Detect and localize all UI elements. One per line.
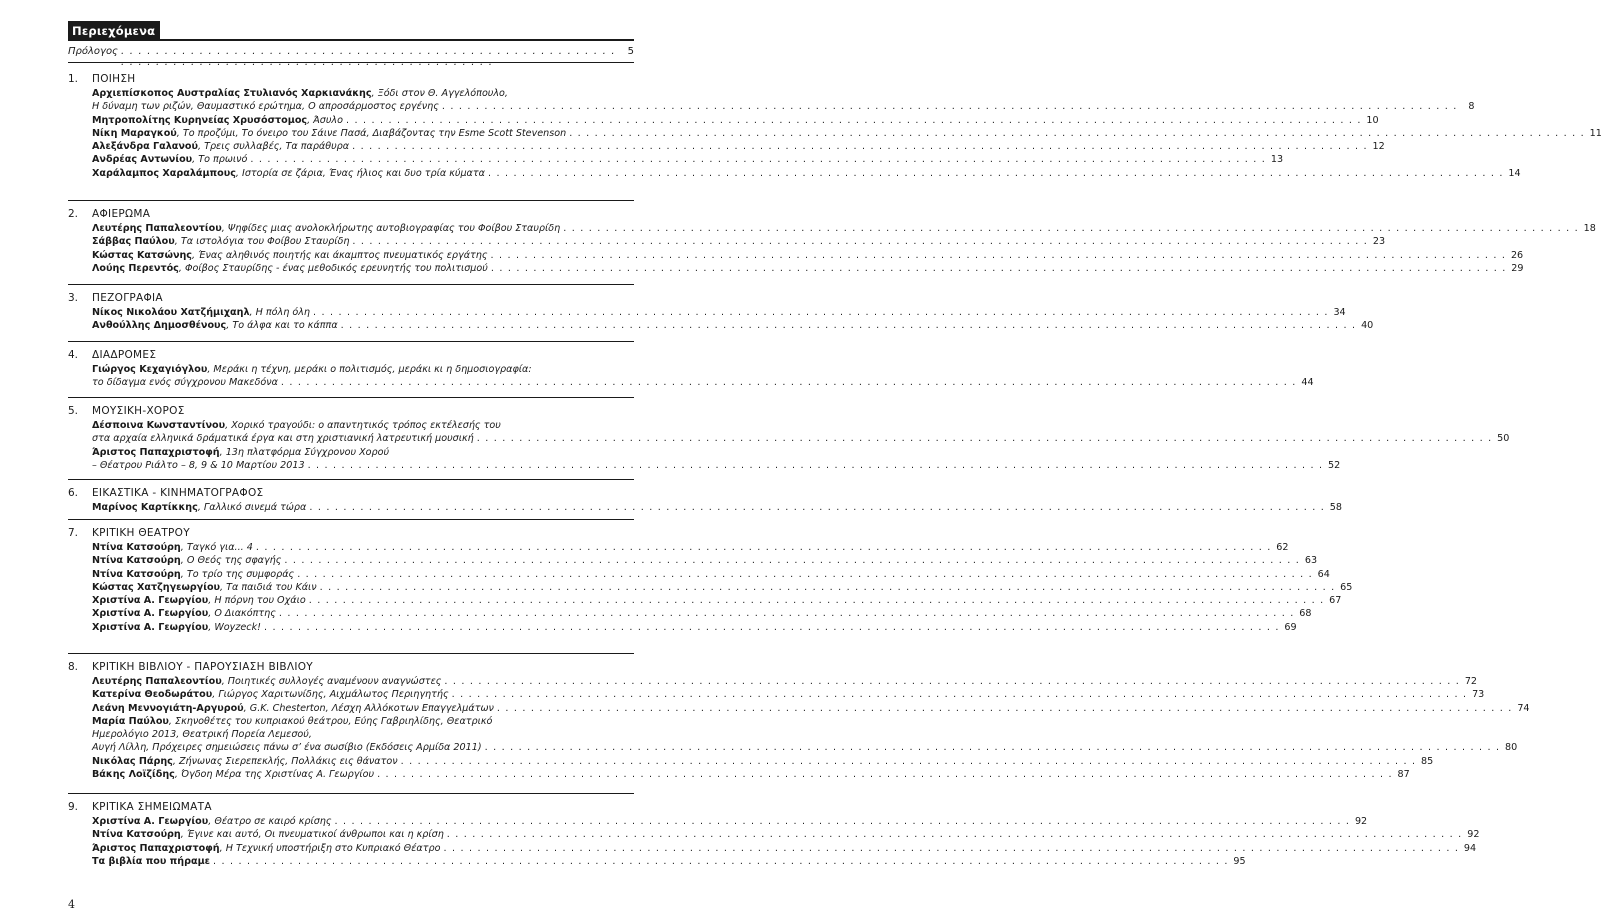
entry-title: , Φοίβος Σταυρίδης - ένας μεθοδικός ερευνητής του πολιτισμού bbox=[178, 262, 488, 274]
leader-dots: . . . . . . . . . . . . . . . . . . . . . . . . . . . . . . . . . . . . . . . . . . . . . . . . . . . . . . . . . . . . . . . . . . . . . . . . . . . . . . . . . . . . . . . . . . . . . . . . . . . . . . . . . . . . . . . . . . . . . . . . bbox=[490, 249, 1507, 261]
leader-dots: . . . . . . . . . . . . . . . . . . . . . . . . . . . . . . . . . . . . . . . . . . . . . . . . . . . . . . . . . . . . . . . . . . . . . . . . . . . . . . . . . . . . . . . . . . . . . . . . . . . . . . . . . . . . . . . . . . . . . . . . bbox=[352, 141, 1368, 153]
leader-dots: . . . . . . . . . . . . . . . . . . . . . . . . . . . . . . . . . . . . . . . . . . . . . . . . . . . . . . . . . . . . . . . . . . . . . . . . . . . . . . . . . . . . . . . . . . . . . . . . . . . . . . . . . . . . . . . . . . . . . . . . bbox=[569, 127, 1585, 139]
entry-page-number: 92 bbox=[1354, 816, 1368, 827]
divider bbox=[68, 397, 634, 398]
section-title: ΑΦΙΕΡΩΜΑ bbox=[92, 208, 151, 220]
entry-author: Χριστίνα Α. Γεωργίου bbox=[92, 621, 209, 633]
section-heading[interactable] bbox=[68, 72, 634, 87]
section-heading[interactable] bbox=[68, 291, 634, 306]
entry-author: Βάκης Λοϊζίδης bbox=[92, 769, 175, 781]
toc-section bbox=[68, 72, 1602, 180]
leader-dots: . . . . . . . . . . . . . . . . . . . . . . . . . . . . . . . . . . . . . . . . . . . . . . . . . . . . . . . . . . . . . . . . . . . . . . . . . . . . . . . . . . . . . . . . . . . . . . . . . . . . . . . . . . . . . . . . . . . . . . . . bbox=[451, 689, 1468, 701]
entry-title: , Έγινε και αυτό, Οι πνευματικοί άνθρωποι και η κρίση bbox=[180, 829, 444, 841]
section-number: 3. bbox=[68, 292, 79, 304]
entry-title: , Η πόλη όλη bbox=[249, 307, 310, 318]
entry-line bbox=[92, 688, 1485, 701]
entry-title: , Ψηφίδες μιας ανολοκλήρωτης αυτοβιογραφίας του Φοίβου Σταυρίδη bbox=[221, 223, 561, 234]
entry-line bbox=[92, 675, 1478, 688]
entry-title: , Ποιητικές συλλογές αναμένουν αναγνώστες bbox=[221, 676, 442, 687]
toc-header bbox=[68, 21, 634, 41]
entry-author: Ανδρέας Αντωνίου bbox=[92, 154, 193, 166]
entry-title: – Θέατρου Ριάλτο – 8, 9 & 10 Μαρτίου 2013 bbox=[92, 459, 305, 471]
toc-section bbox=[68, 404, 1510, 472]
entry-page-number: 72 bbox=[1464, 676, 1478, 687]
entry-page-number: 85 bbox=[1421, 755, 1434, 767]
entry-line bbox=[92, 828, 1480, 841]
toc-section bbox=[68, 526, 1353, 634]
entry-author: Ντίνα Κατσούρη bbox=[92, 555, 181, 567]
entry-title: , Χορικό τραγούδι: ο απαντητικός τρόπος εκτέλεσής του bbox=[225, 420, 501, 431]
entry-page-number: 52 bbox=[1328, 459, 1341, 471]
entry-line bbox=[92, 446, 634, 459]
entry-author: Νίκη Μαραγκού bbox=[92, 127, 177, 139]
entry-line bbox=[92, 363, 634, 376]
leader-dots: . . . . . . . . . . . . . . . . . . . . . . . . . . . . . . . . . . . . . . . . . . . . . . . . . . . . . . . . . . . . . . . . . . . . . . . . . . . . . . . . . . . . . . . . . . . . . . . . . . . . . . . . . . . . . . . . . . . . . . . . bbox=[307, 459, 1324, 471]
section-number: 8. bbox=[68, 661, 79, 673]
entry-page-number: 63 bbox=[1304, 555, 1318, 567]
entry-line bbox=[92, 855, 1246, 868]
entry-page-number: 11 bbox=[1589, 127, 1602, 139]
entry-author: Ντίνα Κατσούρη bbox=[92, 568, 181, 580]
entry-title: , Ζήνωνας Σιερεπεκλής, Πολλάκις εις θάνατον bbox=[172, 755, 398, 767]
leader-dots: . . . . . . . . . . . . . . . . . . . . . . . . . . . . . . . . . . . . . . . . . . . . . . . . . . . . . . . . . . . . . . . . . . . . . . . . . . . . . . . . . . . . . . . . . . . . . . . . . . . . . . . . . . . . . . . . . . . . . . . . bbox=[313, 307, 1329, 318]
divider bbox=[68, 793, 634, 794]
entry-author: Χαράλαμπος Χαραλάμπους bbox=[92, 167, 236, 179]
entry-page-number: 92 bbox=[1467, 829, 1480, 841]
entry-title: , Γιώργος Χαριτωνίδης, Αιχμάλωτος Περιηγητής bbox=[212, 689, 449, 701]
divider bbox=[68, 479, 634, 480]
section-heading[interactable] bbox=[68, 348, 634, 363]
entry-page-number: 13 bbox=[1270, 154, 1284, 166]
entry-line bbox=[92, 432, 1510, 445]
section-title: ΠΟΙΗΣΗ bbox=[92, 73, 136, 85]
toc-entry[interactable] bbox=[92, 541, 1289, 554]
section-title: ΚΡΙΤΙΚΑ ΣΗΜΕΙΩΜΑΤΑ bbox=[92, 801, 212, 813]
entry-author: Κατερίνα Θεοδωράτου bbox=[92, 689, 213, 701]
entry-page-number: 74 bbox=[1517, 702, 1530, 714]
entry-title: , Το τρίο της συμφοράς bbox=[180, 568, 295, 580]
entry-page-number: 64 bbox=[1317, 568, 1330, 580]
entry-title: , Η πόρνη του Οχάιο bbox=[208, 595, 306, 607]
section-heading[interactable] bbox=[68, 404, 634, 419]
toc-entry[interactable] bbox=[92, 594, 1342, 607]
entry-line bbox=[92, 568, 1330, 581]
entry-line bbox=[92, 621, 1297, 634]
section-number: 9. bbox=[68, 801, 79, 813]
entry-page-number: 26 bbox=[1510, 249, 1524, 261]
section-number: 4. bbox=[68, 349, 79, 361]
prologue-title: Πρόλογος bbox=[68, 46, 118, 57]
leader-dots: . . . . . . . . . . . . . . . . . . . . . . . . . . . . . . . . . . . . . . . . . . . . . . . . . . . . . . . . . . . . . . . . . . . . . . . . . . . . . . . . . . . . . . . . . . . . . . . . . . . . . . . . . . . . . . . . . . . . . . . . bbox=[284, 555, 1301, 567]
entry-title: , Η Τεχνική υποστήριξη στο Κυπριακό Θέατρο bbox=[219, 842, 441, 854]
section-number: 2. bbox=[68, 208, 79, 220]
entry-line bbox=[92, 842, 1477, 855]
entry-line bbox=[92, 594, 1342, 607]
entry-line bbox=[92, 554, 1318, 567]
entry-title: , Το προζύμι, Το όνειρο του Σάινε Πασά, Διαβάζοντας την Esme Scott Stevenson bbox=[176, 127, 567, 139]
entry-line bbox=[92, 541, 1289, 554]
toc-entry[interactable] bbox=[92, 815, 1368, 828]
leader-dots: . . . . . . . . . . . . . . . . . . . . . . . . . . . . . . . . . . . . . . . . . . . . . . . . . . . . . . . . . . . . . . . . . . . . . . . . . . . . . . . . . . . . . . . . . . . . . . . . . . . . . . . . . . . . . . . . . . . . . . . . bbox=[496, 702, 1513, 714]
toc-entry[interactable] bbox=[92, 768, 1410, 781]
leader-dots: . . . . . . . . . . . . . . . . . . . . . . . . . . . . . . . . . . . . . . . . . . . . . . . . . . . . . . . . . . . . . . . . . . . . . . . . . . . . . . . . . . . . . . . . . . . . . . . . . . . . . . . . . . . . . . . . . . . . . . . . bbox=[563, 223, 1579, 234]
divider bbox=[68, 62, 634, 63]
leader-dots: . . . . . . . . . . . . . . . . . . . . . . . . . . . . . . . . . . . . . . . . . . . . . . . . . . . . . . . . . . . . . . . . . . . . . . . . . . . . . . . . . . . . . . . . . . . . . . . . . . . . . . . . . . . . . . . . . . . . . . . . bbox=[297, 568, 1313, 580]
entry-page-number: 67 bbox=[1329, 595, 1342, 607]
entry-line bbox=[92, 607, 1312, 620]
section-title: ΠΕΖΟΓΡΑΦΙΑ bbox=[92, 292, 163, 304]
entry-line bbox=[92, 153, 1284, 166]
toc-entry[interactable] bbox=[92, 501, 1342, 514]
entry-author: Νίκος Νικολάου Χατζήμιχαηλ bbox=[92, 307, 250, 318]
toc-entry[interactable] bbox=[92, 262, 1524, 275]
entry-author: Λούης Περεντός bbox=[92, 262, 179, 274]
entry-line bbox=[92, 249, 1524, 262]
toc-entry[interactable] bbox=[92, 688, 1485, 701]
leader-dots: . . . . . . . . . . . . . . . . . . . . . . . . . . . . . . . . . . . . . . . . . . . . . . . . . . . . . . . . . . . . . . . . . . . . . . . . . . . . . . . . . . . . . . . . . . . . . . . . . . . . . . . . . . . . . . . . . . . . . . . . bbox=[255, 542, 1272, 553]
entry-line bbox=[92, 114, 1379, 127]
leader-dots: . . . . . . . . . . . . . . . . . . . . . . . . . . . . . . . . . . . . . . . . . . . . . . . . . . . . . . . . . . . . . . . . . . . . . . . . . . . . . . . . . . . . . . . . . . . . . . . . . . . . . . . . . . . . . . . . . . . . . . . . bbox=[334, 816, 1351, 827]
toc-entry[interactable] bbox=[92, 419, 1510, 446]
entry-title: , Γαλλικό σινεμά τώρα bbox=[197, 502, 307, 513]
section-title: ΚΡΙΤΙΚΗ ΘΕΑΤΡΟΥ bbox=[92, 527, 190, 539]
entry-line bbox=[92, 728, 634, 741]
entry-author: Λευτέρης Παπαλεοντίου bbox=[92, 223, 222, 234]
entry-title: , Ο Θεός της σφαγής bbox=[180, 555, 282, 567]
toc-entry[interactable] bbox=[92, 167, 1521, 180]
divider bbox=[68, 341, 634, 342]
entry-line bbox=[92, 702, 1530, 715]
toc-entry[interactable] bbox=[92, 702, 1530, 715]
section-heading[interactable] bbox=[68, 660, 634, 675]
toc-section bbox=[68, 207, 1596, 275]
toc-entry[interactable] bbox=[92, 715, 1518, 755]
toc-section bbox=[68, 486, 1342, 514]
entry-title: , Τα παιδιά του Κάιν bbox=[220, 581, 317, 593]
toc-entry[interactable] bbox=[92, 621, 1297, 634]
entry-author: Γιώργος Κεχαγιόγλου bbox=[92, 364, 208, 375]
toc-entry[interactable] bbox=[92, 319, 1374, 332]
entry-author: Λεάνη Μεννογιάτη-Αργυρού bbox=[92, 702, 244, 714]
toc-entry[interactable] bbox=[92, 140, 1385, 153]
leader-dots: . . . . . . . . . . . . . . . . . . . . . . . . . . . . . . . . . . . . . . . . . . . . . . . . . . . . . . . . . . . . . . . . . . . . . . . . . . . . . . . . . . . . . . . . . . . . . . . . . . . . . . . . . . . . . . . . . . . . . . . . bbox=[308, 595, 1325, 607]
entry-author: Αλεξάνδρα Γαλανού bbox=[92, 141, 198, 153]
section-number: 6. bbox=[68, 487, 79, 499]
section-title: ΜΟΥΣΙΚΗ-ΧΟΡΟΣ bbox=[92, 405, 185, 417]
toc-entry[interactable] bbox=[92, 828, 1480, 841]
entry-page-number: 14 bbox=[1508, 167, 1521, 179]
page-number: 4 bbox=[68, 898, 75, 911]
toc-entry[interactable] bbox=[92, 153, 1284, 166]
prologue-entry[interactable] bbox=[68, 46, 634, 60]
entry-title: το δίδαγμα ενός σύγχρονου Μακεδόνα bbox=[92, 377, 278, 389]
section-heading[interactable] bbox=[68, 800, 634, 815]
leader-dots: . . . . . . . . . . . . . . . . . . . . . . . . . . . . . . . . . . . . . . . . . . . . . . . . . . . . . . . . . . . . . . . . . . . . . . . . . . . . . . . . . . . . . . . . . . . . . . . . . . . . . . . . . . . . . . . . . . . . . . . . bbox=[444, 676, 1461, 687]
toc-entry[interactable] bbox=[92, 363, 1314, 390]
entry-title: , Ιστορία σε ζάρια, Ένας ήλιος και δυο τρία κύματα bbox=[235, 167, 485, 179]
entry-page-number: 23 bbox=[1372, 236, 1386, 248]
entry-title: , Το πρωινό bbox=[192, 154, 248, 166]
divider bbox=[68, 519, 634, 520]
toc-entry[interactable] bbox=[92, 842, 1477, 855]
entry-page-number: 94 bbox=[1463, 842, 1477, 854]
entry-page-number: 29 bbox=[1511, 262, 1524, 274]
leader-dots: . . . . . . . . . . . . . . . . . . . . . . . . . . . . . . . . . . . . . . . . . . . . . . . . . . . . . . . . . . . . . . . . . . . . . . . . . . . . . . . . . . . . . . . . . . . . . . . . . . . . . . . . . . . . . . . . . . . . . . . . bbox=[484, 742, 1501, 754]
leader-dots: . . . . . . . . . . . . . . . . . . . . . . . . . . . . . . . . . . . . . . . . . . . . . . . . . . . . . . . . . . . . . . . . . . . . . . . . . . . . . . . . . . . . . . . . . . . . . . . . . . . . . . . . . . . . . . . . . . . . . . . . bbox=[400, 755, 1417, 767]
toc-entry[interactable] bbox=[92, 306, 1346, 319]
entry-line bbox=[92, 140, 1385, 153]
entry-title: , Το άλφα και το κάππα bbox=[226, 320, 338, 332]
entry-author: Τα βιβλία που πήραμε bbox=[92, 855, 210, 867]
entry-title: , Τρεις συλλαβές, Τα παράθυρα bbox=[198, 141, 350, 153]
entry-title: , Όγδοη Μέρα της Χριστίνας Α. Γεωργίου bbox=[174, 769, 375, 781]
section-number: 1. bbox=[68, 73, 79, 85]
entry-author: Χριστίνα Α. Γεωργίου bbox=[92, 816, 209, 827]
entry-author: Σάββας Παύλου bbox=[92, 236, 175, 248]
section-title: ΚΡΙΤΙΚΗ ΒΙΒΛΙΟΥ - ΠΑΡΟΥΣΙΑΣΗ ΒΙΒΛΙΟΥ bbox=[92, 661, 313, 673]
entry-page-number: 65 bbox=[1340, 581, 1353, 593]
leader-dots: . . . . . . . . . . . . . . . . . . . . . . . . . . . . . . . . . . . . . . . . . . . . . . . . . . . . . . . . . . . . . . . . . . . . . . . . . . . . . . . . . . . . . . . . . . . . . . . . . . . . . . . . . . . . . . . . . . . . . . . . bbox=[490, 262, 1507, 274]
leader-dots: . . . . . . . . . . . . . . . . . . . . . . . . . . . . . . . . . . . . . . . . . . . . . . . . . . . . . . . . . . . . . . . . . . . . . . . . . . . . . . . . . . . . . . . . . . . . . . . . . . . . . . . . . . . . . . . . . . . . . . . . bbox=[280, 377, 1297, 389]
entry-line bbox=[92, 87, 634, 100]
divider bbox=[68, 653, 634, 654]
entry-page-number: 34 bbox=[1333, 307, 1346, 318]
toc-entry[interactable] bbox=[92, 568, 1330, 581]
leader-dots: . . . . . . . . . . . . . . . . . . . . . . . . . . . . . . . . . . . . . . . . . . . . . . . . . . . . . . . . . bbox=[120, 46, 616, 57]
entry-line bbox=[92, 459, 1341, 472]
prologue-page: 5 bbox=[627, 46, 634, 57]
leader-dots: . . . . . . . . . . . . . . . . . . . . . . . . . . . . . . . . . . . . . . . . . . . . . . . . . . . . . . . . . . . . . . . . . . . . . . . . . . . . . . . . . . . . . . . . . . . . . . . . . . . . . . . . . . . . . . . . . . . . . . . . bbox=[319, 581, 1336, 593]
entry-author: Χριστίνα Α. Γεωργίου bbox=[92, 595, 209, 607]
section-title: ΔΙΑΔΡΟΜΕΣ bbox=[92, 349, 157, 361]
entry-page-number: 44 bbox=[1301, 377, 1314, 389]
toc-entry[interactable] bbox=[92, 446, 1341, 473]
leader-dots: . . . . . . . . . . . . . . . . . . . . . . . . . . . . . . . . . . . . . . . . . . . . . . . . . . . . . . . . . . . . . . . . . . . . . . . . . . . . . . . . . . . . . . . . . . . . . . . . . . . . . . . . . . . . . . . . . . . . . . . . bbox=[345, 114, 1362, 126]
entry-page-number: 69 bbox=[1284, 621, 1297, 633]
entry-page-number: 8 bbox=[1468, 101, 1475, 113]
entry-author: Ντίνα Κατσούρη bbox=[92, 542, 181, 553]
entry-author: Μαρία Παύλου bbox=[92, 715, 169, 727]
toc-entry[interactable] bbox=[92, 87, 1475, 114]
leader-dots: . . . . . . . . . . . . . . . . . . . . . . . . . . . . . . . . . . . . . . . . . . . . . . . . . . . . . . . . . . . . . . . . . . . . . . . . . . . . . . . . . . . . . . . . . . . . . . . . . . . . . . . . . . . . . . . . . . . . . . . . bbox=[476, 433, 1493, 445]
toc-section bbox=[68, 660, 1530, 781]
entry-page-number: 80 bbox=[1505, 742, 1518, 754]
entry-title: , Ταγκό για... 4 bbox=[180, 542, 253, 553]
entry-title: , G.K. Chesterton, Λέσχη Αλλόκοτων Επαγγελμάτων bbox=[243, 702, 494, 714]
toc-section bbox=[68, 291, 1374, 333]
leader-dots: . . . . . . . . . . . . . . . . . . . . . . . . . . . . . . . . . . . . . . . . . . . . . . . . . . . . . . . . . . . . . . . . . . . . . . . . . . . . . . . . . . . . . . . . . . . . . . . . . . . . . . . . . . . . . . . . . . . . . . . . bbox=[250, 154, 1267, 166]
divider bbox=[68, 200, 634, 201]
entry-line bbox=[92, 755, 1434, 768]
divider bbox=[68, 284, 634, 285]
entry-page-number: 87 bbox=[1397, 769, 1410, 781]
section-heading[interactable] bbox=[68, 526, 634, 541]
entry-title: στα αρχαία ελληνικά δράματικά έργα και στη χριστιανική λατρευτική μουσική bbox=[92, 433, 474, 445]
entry-line bbox=[92, 319, 1374, 332]
entry-author: Αρχιεπίσκοπος Αυστραλίας Στυλιανός Χαρκιανάκης bbox=[92, 88, 372, 99]
entry-author: Ανθούλλης Δημοσθένους bbox=[92, 320, 227, 332]
toc-entry[interactable] bbox=[92, 675, 1478, 688]
entry-line bbox=[92, 768, 1410, 781]
entry-author: Χριστίνα Α. Γεωργίου bbox=[92, 608, 209, 620]
entry-title: , Θέατρο σε καιρό κρίσης bbox=[208, 816, 332, 827]
entry-page-number: 73 bbox=[1472, 689, 1485, 701]
entry-author: Άριστος Παπαχριστοφή bbox=[92, 446, 220, 458]
entry-page-number: 40 bbox=[1361, 320, 1374, 332]
entry-author: Μαρίνος Καρτίκκης bbox=[92, 502, 198, 513]
entry-author: Ντίνα Κατσούρη bbox=[92, 829, 181, 841]
toc-entry[interactable] bbox=[92, 235, 1386, 248]
entry-line bbox=[92, 419, 634, 432]
entry-line bbox=[92, 167, 1521, 180]
toc-header-label: Περιεχόμενα bbox=[68, 21, 160, 41]
section-heading[interactable] bbox=[68, 207, 634, 222]
entry-page-number: 12 bbox=[1372, 141, 1385, 153]
entry-author: Νικόλας Πάρης bbox=[92, 755, 173, 767]
entry-title: Ημερολόγιο 2013, Θεατρική Πορεία Λεμεσού, bbox=[92, 729, 312, 741]
entry-line bbox=[92, 306, 1346, 319]
section-number: 5. bbox=[68, 405, 79, 417]
entry-line bbox=[92, 222, 1596, 235]
entry-author: Κώστας Χατζηγεωργίου bbox=[92, 581, 221, 593]
entry-page-number: 50 bbox=[1497, 433, 1510, 445]
entry-title: , Ο Διακόπτης bbox=[208, 608, 276, 620]
leader-dots: . . . . . . . . . . . . . . . . . . . . . . . . . . . . . . . . . . . . . . . . . . . . . . . . . . . . . . . . . . . . . . . . . . . . . . . . . . . . . . . . . . . . . . . . . . . . . . . . . . . . . . . . . . . . . . . . . . . . . . . . bbox=[443, 842, 1460, 854]
toc-entry[interactable] bbox=[92, 249, 1524, 262]
entry-page-number: 10 bbox=[1366, 114, 1379, 126]
entry-title: , Άσυλο bbox=[307, 114, 343, 126]
entry-title: Η δύναμη των ριζών, Θαυμαστικό ερώτημα, Ο απροσάρμοστος εργένης bbox=[92, 101, 439, 113]
entry-author: Κώστας Κατσώνης bbox=[92, 249, 192, 261]
entry-title: , Τα ιστολόγια του Φοίβου Σταυρίδη bbox=[174, 236, 350, 248]
entry-line bbox=[92, 262, 1524, 275]
entry-author: Μητροπολίτης Κυρηνείας Χρυσόστομος bbox=[92, 114, 308, 126]
entry-page-number: 58 bbox=[1329, 502, 1342, 513]
entry-page-number: 68 bbox=[1299, 608, 1312, 620]
entry-title: , Woyzeck! bbox=[208, 621, 261, 633]
section-number: 7. bbox=[68, 527, 79, 539]
toc-section bbox=[68, 800, 1480, 868]
entry-title: , 13η πλατφόρμα Σύγχρονου Χορού bbox=[219, 446, 390, 458]
entry-line bbox=[92, 581, 1353, 594]
toc-entry[interactable] bbox=[92, 222, 1596, 235]
entry-title: Αυγή Λίλλη, Πρόχειρες σημειώσεις πάνω σ’ ένα σωσίβιο (Εκδόσεις Αρμίδα 2011) bbox=[92, 742, 482, 754]
entry-author: Δέσποινα Κωνσταντίνου bbox=[92, 420, 226, 431]
toc-section bbox=[68, 348, 1314, 390]
entry-title: , Ένας αληθινός ποιητής και άκαμπτος πνευματικός εργάτης bbox=[192, 249, 488, 261]
entry-title: , Ξόδι στον Θ. Αγγελόπουλο, bbox=[371, 88, 508, 99]
entry-line bbox=[92, 235, 1386, 248]
entry-line bbox=[92, 715, 634, 728]
entry-line bbox=[92, 376, 1314, 389]
toc-entry[interactable] bbox=[92, 114, 1379, 127]
leader-dots: . . . . . . . . . . . . . . . . . . . . . . . . . . . . . . . . . . . . . . . . . . . . . . . . . . . . . . . . . . . . . . . . . . . . . . . . . . . . . . . . . . . . . . . . . . . . . . . . . . . . . . . . . . . . . . . . . . . . . . . . bbox=[309, 502, 1325, 513]
leader-dots: . . . . . . . . . . . . . . . . . . . . . . . . . . . . . . . . . . . . . . . . . . . . . . . . . . . . . . . . . . . . . . . . . . . . . . . . . . . . . . . . . . . . . . . . . . . . . . . . . . . . . . . . . . . . . . . . . . . . . . . . bbox=[278, 608, 1295, 620]
leader-dots: . . . . . . . . . . . . . . . . . . . . . . . . . . . . . . . . . . . . . . . . . . . . . . . . . . . . . . . . . . . . . . . . . . . . . . . . . . . . . . . . . . . . . . . . . . . . . . . . . . . . . . . . . . . . . . . . . . . . . . . . bbox=[377, 769, 1393, 781]
section-heading[interactable] bbox=[68, 486, 634, 501]
entry-page-number: 62 bbox=[1276, 542, 1289, 553]
toc-entry[interactable] bbox=[92, 855, 1246, 868]
toc-entry[interactable] bbox=[92, 127, 1602, 140]
section-title: ΕΙΚΑΣΤΙΚΑ - ΚΙΝΗΜΑΤΟΓΡΑΦΟΣ bbox=[92, 487, 264, 499]
entry-line bbox=[92, 741, 1518, 754]
entry-author: Λευτέρης Παπαλεοντίου bbox=[92, 676, 222, 687]
leader-dots: . . . . . . . . . . . . . . . . . . . . . . . . . . . . . . . . . . . . . . . . . . . . . . . . . . . . . . . . . . . . . . . . . . . . . . . . . . . . . . . . . . . . . . . . . . . . . . . . . . . . . . . . . . . . . . . . . . . . . . . . bbox=[263, 621, 1280, 633]
entry-line bbox=[92, 100, 1475, 113]
leader-dots: . . . . . . . . . . . . . . . . . . . . . . . . . . . . . . . . . . . . . . . . . . . . . . . . . . . . . . . . . . . . . . . . . . . . . . . . . . . . . . . . . . . . . . . . . . . . . . . . . . . . . . . . . . . . . . . . . . . . . . . . bbox=[352, 236, 1369, 248]
entry-line bbox=[92, 815, 1368, 828]
leader-dots: . . . . . . . . . . . . . . . . . . . . . . . . . . . . . . . . . . . . . . . . . . . . . . . . . . . . . . . . . . . . . . . . . . . . . . . . . . . . . . . . . . . . . . . . . . . . . . . . . . . . . . . . . . . . . . . . . . . . . . . . bbox=[487, 167, 1504, 179]
toc-entry[interactable] bbox=[92, 607, 1312, 620]
entry-page-number: 95 bbox=[1233, 855, 1246, 867]
entry-title: , Σκηνοθέτες του κυπριακού θεάτρου, Εύης Γαβριηλίδης, Θεατρικό bbox=[168, 715, 493, 727]
toc-entry[interactable] bbox=[92, 755, 1434, 768]
entry-line bbox=[92, 127, 1602, 140]
toc-entry[interactable] bbox=[92, 554, 1318, 567]
entry-page-number: 18 bbox=[1583, 223, 1596, 234]
leader-dots: . . . . . . . . . . . . . . . . . . . . . . . . . . . . . . . . . . . . . . . . . . . . . . . . . . . . . . . . . . . . . . . . . . . . . . . . . . . . . . . . . . . . . . . . . . . . . . . . . . . . . . . . . . . . . . . . . . . . . . . . bbox=[441, 101, 1458, 113]
entry-author: Άριστος Παπαχριστοφή bbox=[92, 842, 220, 854]
leader-dots: . . . . . . . . . . . . . . . . . . . . . . . . . . . . . . . . . . . . . . . . . . . . . . . . . . . . . . . . . . . . . . . . . . . . . . . . . . . . . . . . . . . . . . . . . . . . . . . . . . . . . . . . . . . . . . . . . . . . . . . . bbox=[446, 829, 1463, 841]
entry-line bbox=[92, 501, 1342, 514]
entry-title: , Μεράκι η τέχνη, μεράκι ο πολιτισμός, μεράκι κι η δημοσιογραφία: bbox=[207, 364, 532, 375]
leader-dots: . . . . . . . . . . . . . . . . . . . . . . . . . . . . . . . . . . . . . . . . . . . . . . . . . . . . . . . . . . . . . . . . . . . . . . . . . . . . . . . . . . . . . . . . . . . . . . . . . . . . . . . . . . . . . . . . . . . . . . . . bbox=[340, 320, 1357, 332]
toc-entry[interactable] bbox=[92, 581, 1353, 594]
leader-dots: . . . . . . . . . . . . . . . . . . . . . . . . . . . . . . . . . . . . . . . . . . . . . . . . . . . . . . . . . . . . . . . . . . . . . . . . . . . . . . . . . . . . . . . . . . . . . . . . . . . . . . . . . . . . . . . . . . . . . . . . bbox=[212, 855, 1229, 867]
